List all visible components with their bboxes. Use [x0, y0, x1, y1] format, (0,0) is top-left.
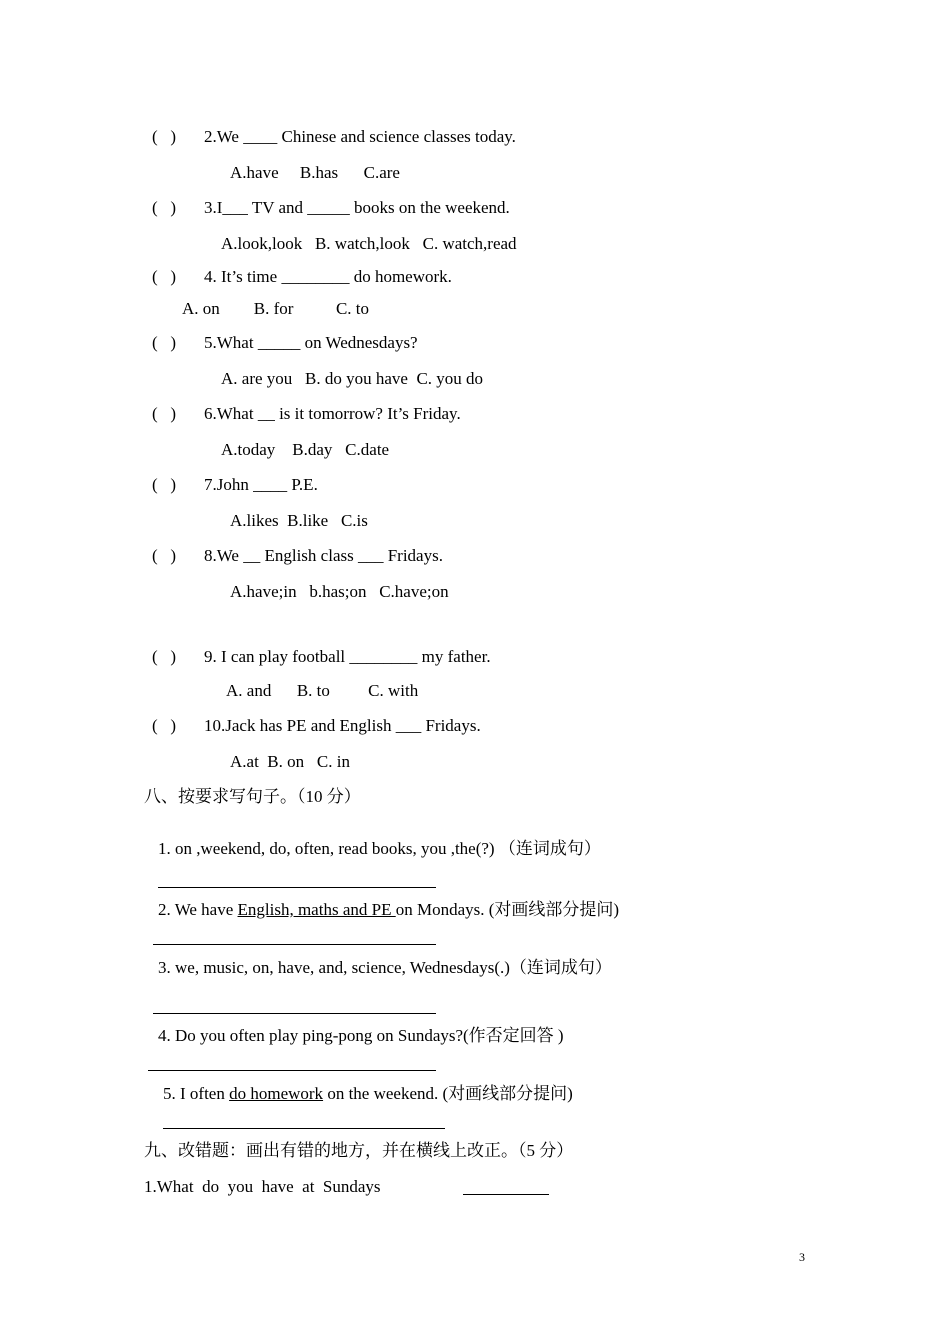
- stem-text: 9. I can play football ________ my father.: [204, 647, 491, 666]
- question-stem: [152, 199, 510, 216]
- stem-text: 10.Jack has PE and English ___ Fridays.: [204, 716, 481, 735]
- stem-text: 5.What _____ on Wednesdays?: [204, 333, 418, 352]
- answer-line-4[interactable]: [148, 1070, 436, 1071]
- question-stem: [152, 405, 461, 422]
- stem-text: 4. It’s time ________ do homework.: [204, 267, 452, 286]
- item-text: 2. We have: [158, 900, 238, 919]
- item-text: 1. on ,weekend, do, often, read books, you ,the(?) （连词成句）: [158, 839, 601, 858]
- answer-parens[interactable]: ( ): [152, 404, 177, 423]
- rewrite-item-4: [158, 1027, 564, 1044]
- section-8-heading: 八、按要求写句子。（10 分）: [144, 787, 361, 806]
- answer-parens[interactable]: ( ): [152, 127, 177, 146]
- underlined-part: English, maths and PE: [237, 900, 396, 919]
- question-options: A. and B. to C. with: [226, 681, 419, 700]
- answer-parens[interactable]: ( ): [152, 546, 177, 565]
- answer-parens[interactable]: ( ): [152, 198, 177, 217]
- question-options: A.have B.has C.are: [230, 163, 400, 182]
- stem-text: 3.I___ TV and _____ books on the weekend.: [204, 198, 510, 217]
- question-stem: [152, 334, 418, 351]
- page-number: 3: [799, 1250, 805, 1264]
- answer-line-3[interactable]: [153, 1013, 436, 1014]
- question-stem: [152, 547, 443, 564]
- question-stem: [152, 268, 452, 285]
- underlined-part: do homework: [229, 1084, 324, 1103]
- answer-parens[interactable]: ( ): [152, 475, 177, 494]
- answer-line-5[interactable]: [163, 1128, 445, 1129]
- answer-line-1[interactable]: [158, 887, 436, 888]
- rewrite-item-5: [163, 1085, 573, 1102]
- question-options: A. are you B. do you have C. you do: [221, 369, 484, 388]
- answer-parens[interactable]: ( ): [152, 647, 177, 666]
- section-9-heading: 九、改错题：画出有错的地方，并在横线上改正。（5 分）: [144, 1141, 574, 1160]
- rewrite-item-2: [158, 901, 619, 918]
- question-stem: [152, 128, 516, 145]
- question-options: A.have;in b.has;on C.have;on: [230, 582, 449, 601]
- answer-line-2[interactable]: [153, 944, 436, 945]
- question-stem: [152, 648, 491, 665]
- correction-item-1: 1.What do you have at Sundays: [144, 1177, 381, 1196]
- correction-answer-line[interactable]: [463, 1194, 549, 1195]
- stem-text: 8.We __ English class ___ Fridays.: [204, 546, 443, 565]
- question-stem: [152, 476, 318, 493]
- question-options: A.look,look B. watch,look C. watch,read: [221, 234, 517, 253]
- item-text: 3. we, music, on, have, and, science, Wednesdays(.)（连词成句）: [158, 958, 612, 977]
- answer-parens[interactable]: ( ): [152, 333, 177, 352]
- answer-parens[interactable]: ( ): [152, 267, 177, 286]
- answer-parens[interactable]: ( ): [152, 716, 177, 735]
- stem-text: 2.We ____ Chinese and science classes today.: [204, 127, 516, 146]
- question-options: A.at B. on C. in: [230, 752, 350, 771]
- question-options: A.today B.day C.date: [221, 440, 390, 459]
- item-text: on the weekend. (对画线部分提问): [323, 1084, 573, 1103]
- question-options: A. on B. for C. to: [182, 299, 369, 318]
- item-text: on Mondays. (对画线部分提问): [395, 900, 620, 919]
- item-text: 4. Do you often play ping-pong on Sundays?(作否定回答 ): [158, 1026, 564, 1045]
- question-stem: [152, 717, 481, 734]
- stem-text: 6.What __ is it tomorrow? It’s Friday.: [204, 404, 461, 423]
- stem-text: 7.John ____ P.E.: [204, 475, 318, 494]
- rewrite-item-1: [158, 840, 601, 857]
- item-text: 5. I often: [163, 1084, 230, 1103]
- question-options: A.likes B.like C.is: [230, 511, 368, 530]
- rewrite-item-3: [158, 959, 612, 976]
